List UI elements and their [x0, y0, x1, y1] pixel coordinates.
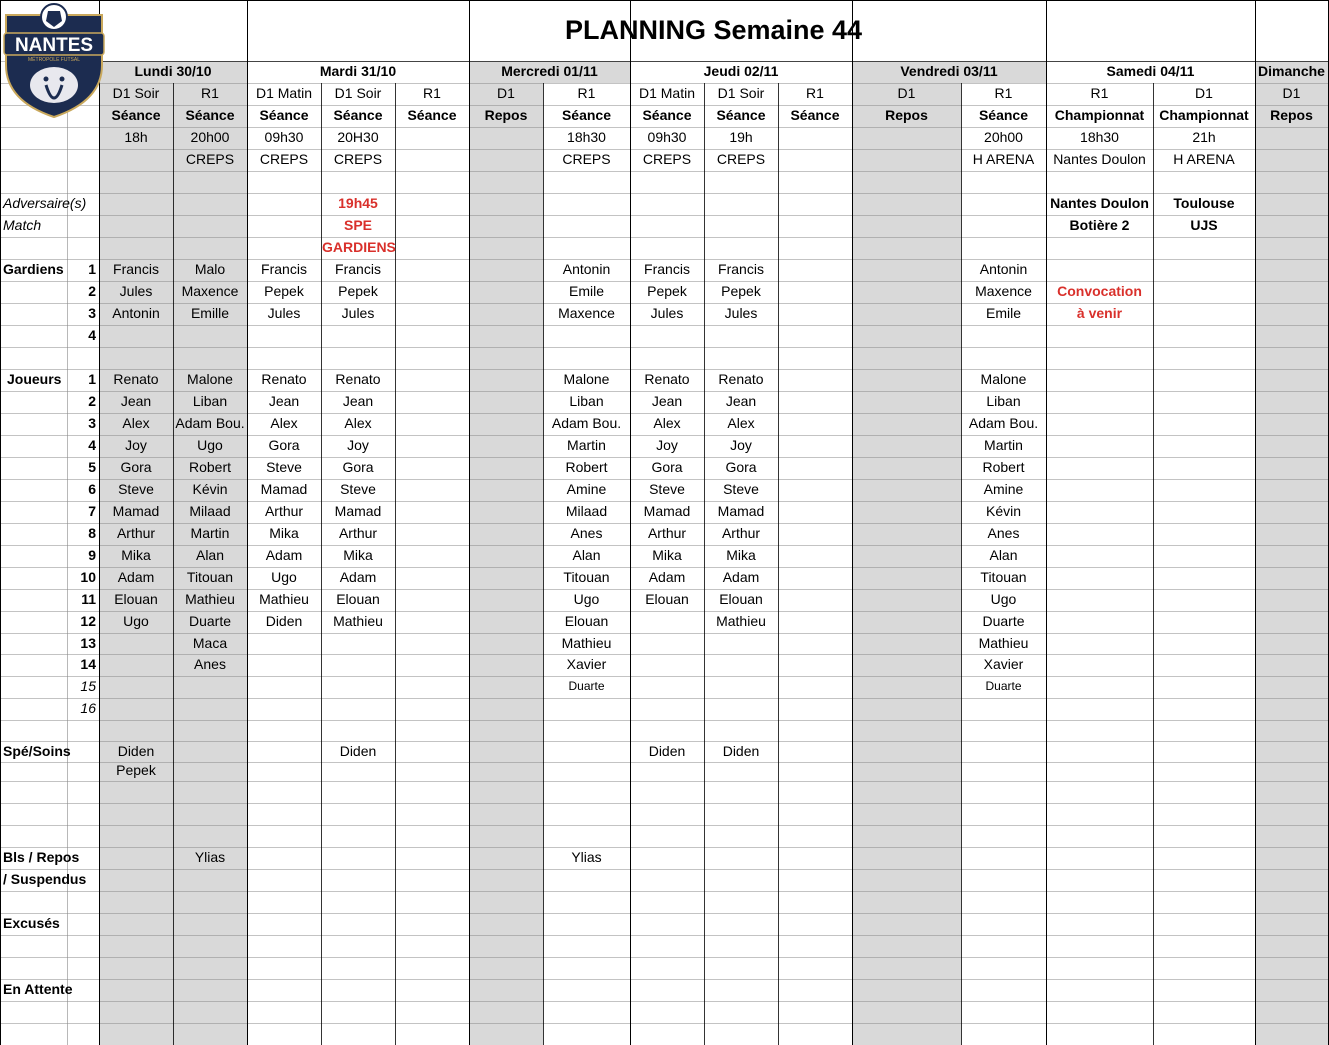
grey-column-fill: [1255, 83, 1328, 1045]
joueur-name: Mathieu: [978, 635, 1029, 651]
page-title: PLANNING Semaine 44: [564, 15, 863, 45]
label-excuses: Excusés: [3, 915, 60, 931]
label-joueurs: Joueurs: [7, 371, 62, 387]
team-header: R1: [806, 85, 824, 101]
joueur-name: Adam Bou.: [968, 415, 1039, 431]
joueur-name: Arthur: [647, 525, 687, 541]
spe-soins-name: Diden: [117, 743, 155, 759]
gardien-name: Antonin: [562, 261, 611, 277]
joueur-name: Martin: [984, 437, 1023, 453]
joueur-name: Xavier: [566, 656, 607, 672]
session-time: 09h30: [647, 129, 687, 145]
joueur-name: Duarte: [982, 613, 1025, 629]
joueur-name: Gora: [651, 459, 683, 475]
joueur-name: Steve: [266, 459, 302, 475]
session-place: CREPS: [185, 151, 235, 167]
day-header: Dimanche: [1258, 63, 1325, 79]
joueur-number: 1: [88, 371, 96, 387]
joueur-name: Liban: [569, 393, 604, 409]
adversaire: Toulouse: [1173, 195, 1235, 211]
joueur-name: Adam Bou.: [175, 415, 245, 431]
joueur-name: Jean: [120, 393, 152, 409]
joueur-number: 10: [80, 569, 96, 585]
joueur-name: Alex: [344, 415, 372, 431]
session-time: 09h30: [264, 129, 304, 145]
match-note: 19h45: [338, 195, 378, 211]
session-type: Séance: [333, 107, 383, 123]
joueur-name: Kévin: [192, 481, 228, 497]
label-adversaires: Adversaire(s): [3, 195, 87, 211]
joueur-name: Arthur: [338, 525, 378, 541]
spe-soins-name: Pepek: [116, 762, 156, 778]
bls-name: Ylias: [571, 849, 602, 865]
joueur-name: Adam: [117, 569, 155, 585]
gardien-number: 1: [88, 261, 96, 277]
joueur-number: 8: [88, 525, 96, 541]
joueur-name: Elouan: [645, 591, 689, 607]
gardien-number: 2: [88, 283, 96, 299]
joueur-name: Maca: [192, 635, 228, 651]
day-header: Lundi 30/10: [134, 63, 212, 79]
gardien-name: Emile: [568, 283, 604, 299]
joueur-name: Diden: [265, 613, 303, 629]
joueur-name: Gora: [268, 437, 300, 453]
team-header: D1: [497, 85, 515, 101]
joueur-name: Joy: [347, 437, 369, 453]
joueur-name: Martin: [567, 437, 606, 453]
joueur-name: Ugo: [123, 613, 149, 629]
joueur-name: Steve: [649, 481, 685, 497]
gardien-name: Francis: [113, 261, 159, 277]
session-type: Séance: [111, 107, 161, 123]
team-header: R1: [1090, 85, 1109, 101]
joueur-name: Joy: [730, 437, 752, 453]
joueur-name: Adam: [265, 547, 303, 563]
joueur-name: Titouan: [563, 569, 610, 585]
session-type: Séance: [716, 107, 766, 123]
joueur-name: Kévin: [985, 503, 1022, 519]
session-place: CREPS: [642, 151, 692, 167]
joueur-name: Malone: [187, 371, 233, 387]
gardien-name: Francis: [644, 261, 690, 277]
joueur-name: Arthur: [116, 525, 156, 541]
joueur-name: Mamad: [112, 503, 160, 519]
joueur-name: Adam: [722, 569, 760, 585]
joueur-name: Gora: [725, 459, 757, 475]
label-gardiens: Gardiens: [3, 261, 64, 277]
joueur-name: Mika: [121, 547, 151, 563]
joueur-name: Mamad: [334, 503, 382, 519]
joueur-name: Gora: [120, 459, 152, 475]
joueur-name: Arthur: [264, 503, 304, 519]
session-type: Séance: [259, 107, 309, 123]
team-header: D1 Soir: [334, 85, 382, 101]
logo-subtext: MÉTROPOLE FUTSAL: [28, 57, 80, 63]
team-header: D1: [1195, 85, 1213, 101]
session-type: Séance: [642, 107, 692, 123]
gardien-name: Jules: [119, 283, 153, 299]
joueur-name: Mamad: [717, 503, 765, 519]
joueur-name: Mika: [726, 547, 756, 563]
gardien-name: Jules: [650, 305, 684, 321]
team-header: R1: [994, 85, 1013, 101]
joueur-name: Adam Bou.: [551, 415, 622, 431]
joueur-name: Anes: [987, 525, 1020, 541]
joueur-name: Ugo: [990, 591, 1017, 607]
joueur-name: Malone: [563, 371, 610, 387]
joueur-name: Ugo: [573, 591, 600, 607]
gardien-number: 4: [88, 327, 96, 343]
joueur-name: Renato: [644, 371, 690, 387]
team-header: R1: [201, 85, 219, 101]
team-header: D1: [1282, 85, 1301, 101]
joueur-number: 4: [88, 437, 96, 453]
joueur-number: 5: [88, 459, 96, 475]
session-time: 19h: [729, 129, 753, 145]
joueur-number: 7: [88, 503, 96, 519]
joueur-name: Ugo: [197, 437, 223, 453]
team-header: D1 Matin: [638, 85, 696, 101]
day-header: Mercredi 01/11: [501, 63, 598, 79]
day-header: Samedi 04/11: [1106, 63, 1195, 79]
session-type: Séance: [561, 107, 612, 123]
grey-column-fill: [469, 83, 543, 1045]
gardien-name: Pepek: [264, 283, 304, 299]
joueur-name: Jean: [342, 393, 374, 409]
adversaire: Botière 2: [1069, 217, 1130, 233]
joueur-name: Adam: [648, 569, 686, 585]
label-match: Match: [3, 217, 42, 233]
gardien-name: Maxence: [181, 283, 239, 299]
session-time: 18h30: [567, 129, 606, 145]
gardien-name: Emille: [190, 305, 230, 321]
gardien-name: Francis: [335, 261, 381, 277]
joueur-name: Steve: [340, 481, 376, 497]
session-place: CREPS: [259, 151, 309, 167]
day-header: Vendredi 03/11: [900, 63, 998, 79]
session-time: 20h00: [190, 129, 230, 145]
team-header: D1 Matin: [255, 85, 313, 101]
team-header: D1 Soir: [112, 85, 160, 101]
joueur-name: Alan: [989, 547, 1018, 563]
joueur-name: Joy: [656, 437, 678, 453]
joueur-name: Milaad: [189, 503, 231, 519]
joueur-name: Titouan: [186, 569, 234, 585]
joueur-name: Alex: [653, 415, 681, 431]
bls-name: Ylias: [194, 849, 226, 865]
joueur-name: Gora: [342, 459, 374, 475]
joueur-number: 6: [88, 481, 96, 497]
session-place: H ARENA: [972, 151, 1035, 167]
joueur-name: Mika: [652, 547, 682, 563]
joueur-name: Duarte: [985, 679, 1022, 693]
session-type: Repos: [484, 107, 528, 123]
day-header: Jeudi 02/11: [703, 63, 779, 79]
joueur-number: 16: [80, 700, 96, 716]
day-header: Mardi 31/10: [319, 63, 397, 79]
joueur-name: Xavier: [983, 656, 1024, 672]
convocation-note: à venir: [1076, 305, 1123, 321]
joueur-name: Jean: [725, 393, 757, 409]
joueur-name: Renato: [113, 371, 159, 387]
joueur-name: Mathieu: [561, 635, 612, 651]
joueur-name: Alan: [572, 547, 601, 563]
session-type: Séance: [407, 107, 457, 123]
logo-text: NANTES: [14, 35, 94, 56]
gardien-name: Antonin: [112, 305, 160, 321]
convocation-note: Convocation: [1057, 283, 1142, 299]
team-header: R1: [577, 85, 596, 101]
session-type: Séance: [185, 107, 235, 123]
joueur-name: Jean: [268, 393, 300, 409]
spe-soins-name: Diden: [339, 743, 377, 759]
joueur-name: Duarte: [188, 613, 232, 629]
joueur-name: Anes: [570, 525, 603, 541]
label-suspendus: / Suspendus: [3, 871, 87, 887]
spe-soins-name: Diden: [722, 743, 760, 759]
gardien-name: Pepek: [647, 283, 687, 299]
match-note: GARDIENS: [322, 239, 396, 255]
gardien-name: Jules: [267, 305, 301, 321]
joueur-name: Renato: [718, 371, 764, 387]
gardien-number: 3: [88, 305, 96, 321]
gardien-name: Francis: [718, 261, 764, 277]
joueur-name: Mathieu: [259, 591, 309, 607]
joueur-name: Jean: [651, 393, 683, 409]
session-place: CREPS: [333, 151, 383, 167]
joueur-name: Mathieu: [716, 613, 766, 629]
session-place: CREPS: [562, 151, 611, 167]
joueur-number: 9: [88, 547, 96, 563]
joueur-name: Malone: [980, 371, 1027, 387]
joueur-name: Liban: [986, 393, 1021, 409]
joueur-name: Alex: [727, 415, 755, 431]
session-time: 18h: [124, 129, 148, 145]
gardien-name: Maxence: [558, 305, 615, 321]
joueur-name: Elouan: [564, 613, 609, 629]
session-type: Repos: [1270, 107, 1313, 123]
adversaire: Nantes Doulon: [1050, 195, 1149, 211]
joueur-name: Joy: [125, 437, 147, 453]
joueur-name: Arthur: [721, 525, 761, 541]
nantes-futsal-logo: [0, 3, 108, 119]
team-header: R1: [423, 85, 441, 101]
session-type: Championnat: [1159, 107, 1249, 123]
gardien-name: Jules: [341, 305, 375, 321]
session-type: Séance: [790, 107, 840, 123]
joueur-name: Mathieu: [333, 613, 383, 629]
joueur-name: Elouan: [114, 591, 158, 607]
session-time: 20h00: [984, 129, 1023, 145]
gardien-name: Malo: [194, 261, 226, 277]
team-header: D1: [897, 85, 916, 101]
match-note: SPE: [343, 217, 372, 233]
joueur-name: Robert: [188, 459, 232, 475]
label-spe-soins: Spé/Soins: [3, 743, 71, 759]
joueur-name: Ugo: [271, 569, 297, 585]
gardien-name: Pepek: [721, 283, 761, 299]
joueur-name: Steve: [723, 481, 759, 497]
joueur-name: Mamad: [643, 503, 691, 519]
joueur-number: 3: [88, 415, 96, 431]
joueur-name: Milaad: [565, 503, 608, 519]
joueur-name: Liban: [192, 393, 228, 409]
joueur-name: Elouan: [336, 591, 380, 607]
joueur-name: Anes: [194, 656, 226, 672]
joueur-name: Mathieu: [185, 591, 235, 607]
joueur-name: Robert: [565, 459, 608, 475]
session-time: 20H30: [337, 129, 379, 145]
adversaire: UJS: [1190, 217, 1218, 233]
gardien-name: Maxence: [975, 283, 1032, 299]
session-place: H ARENA: [1173, 151, 1235, 167]
joueur-name: Mika: [269, 525, 299, 541]
gardien-name: Francis: [261, 261, 307, 277]
session-time: 21h: [1192, 129, 1216, 145]
joueur-name: Duarte: [568, 679, 605, 693]
grey-column-fill: [852, 83, 961, 1045]
session-type: Championnat: [1054, 107, 1145, 123]
joueur-number: 11: [81, 591, 96, 607]
joueur-name: Mika: [343, 547, 373, 563]
joueur-name: Robert: [982, 459, 1025, 475]
joueur-name: Alan: [195, 547, 225, 563]
session-place: Nantes Doulon: [1053, 151, 1146, 167]
session-place: CREPS: [716, 151, 766, 167]
joueur-number: 15: [80, 678, 96, 694]
spe-soins-name: Diden: [648, 743, 686, 759]
session-type: Séance: [978, 107, 1029, 123]
label-en-attente: En Attente: [3, 981, 73, 997]
joueur-name: Alex: [270, 415, 298, 431]
joueur-name: Amine: [566, 481, 607, 497]
joueur-number: 12: [80, 613, 96, 629]
team-header: D1 Soir: [717, 85, 765, 101]
label-bls: Bls / Repos: [3, 849, 80, 865]
session-time: 18h30: [1080, 129, 1119, 145]
joueur-name: Renato: [261, 371, 307, 387]
gardien-name: Antonin: [979, 261, 1028, 277]
joueur-name: Mamad: [260, 481, 308, 497]
gardien-name: Jules: [724, 305, 758, 321]
joueur-name: Steve: [118, 481, 154, 497]
joueur-name: Martin: [190, 525, 230, 541]
gardien-name: Emile: [985, 305, 1021, 321]
joueur-name: Alex: [122, 415, 150, 431]
joueur-name: Elouan: [719, 591, 763, 607]
joueur-name: Adam: [339, 569, 377, 585]
joueur-name: Titouan: [980, 569, 1027, 585]
joueur-name: Renato: [335, 371, 381, 387]
joueur-number: 2: [88, 393, 96, 409]
joueur-name: Amine: [983, 481, 1024, 497]
joueur-number: 13: [80, 635, 96, 651]
gardien-name: Pepek: [338, 283, 378, 299]
session-type: Repos: [885, 107, 928, 123]
joueur-number: 14: [80, 656, 96, 672]
